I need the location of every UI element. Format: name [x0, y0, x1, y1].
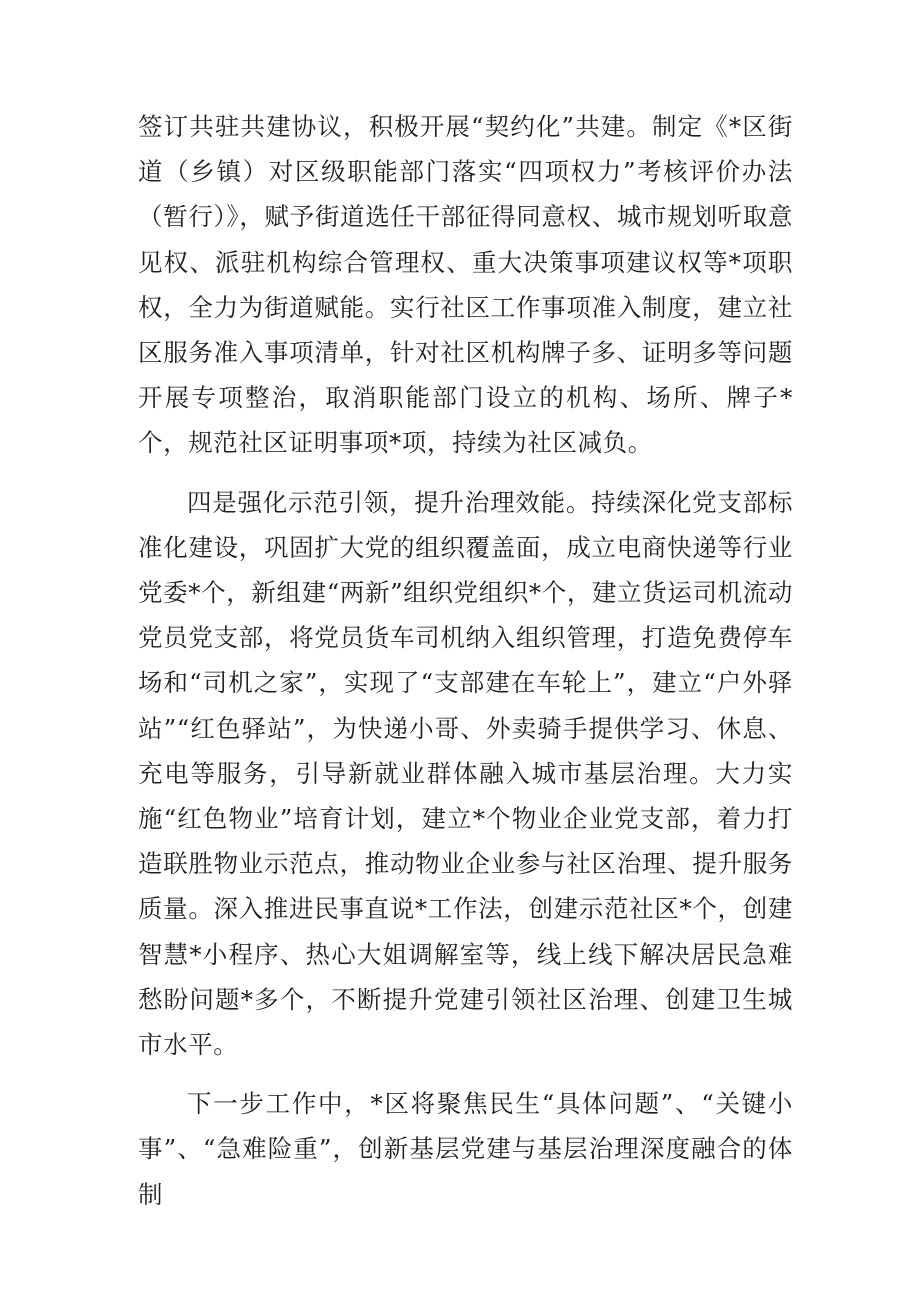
paragraph-next-steps: 下一步工作中，*区将聚焦民生“具体问题”、“关键小事”、“急难险重”，创新基层党建与基层治理深度融合的体制 — [138, 1089, 793, 1209]
paragraph-continuation: 签订共驻共建协议，积极开展“契约化”共建。制定《*区街道（乡镇）对区级职能部门落实“四项权力”考核评价办法（暂行）》，赋予街道选任干部征得同意权、城市规划听取意见权、派驻机构综合管理权、重大决策事项建议权等*项职权，全力为街道赋能。实行社区工作事项准入制度，建立社区服务准入事项清单，针对社区机构牌子多、证明多等问题开展专项整治，取消职能部门设立的机构、场所、牌子*个，规范社区证明事项*项，持续为社区减负。 — [138, 112, 793, 458]
paragraph-point-four: 四是强化示范引领，提升治理效能。持续深化党支部标准化建设，巩固扩大党的组织覆盖面，成立电商快递等行业党委*个，新组建“两新”组织党组织*个，建立货运司机流动党员党支部，将党员货车司机纳入组织管理，打造免费停车场和“司机之家”，实现了“支部建在车轮上”，建立“户外驿站”“红色驿站”，为快递小哥、外卖骑手提供学习、休息、充电等服务，引导新就业群体融入城市基层治理。大力实施“红色物业”培育计划，建立*个物业企业党支部，着力打造联胜物业示范点，推动物业企业参与社区治理、提升服务质量。深入推进民事直说*工作法，创建示范社区*个，创建智慧*小程序、热心大姐调解室等，线上线下解决居民急难愁盼问题*多个，不断提升党建引领社区治理、创建卫生城市水平。 — [138, 487, 793, 1060]
document-body — [138, 104, 793, 1217]
